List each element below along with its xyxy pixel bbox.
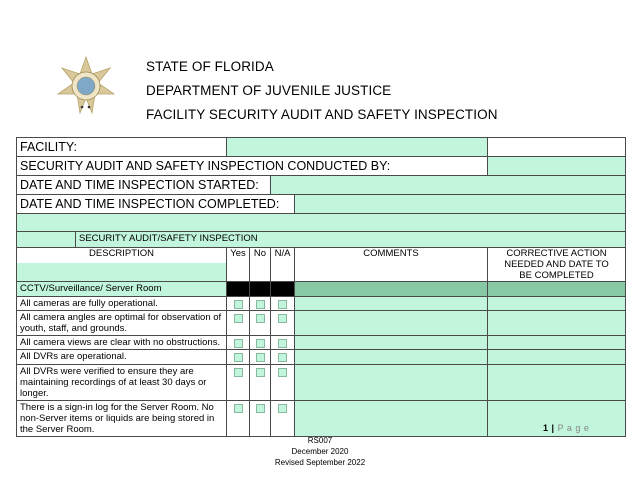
yes-checkbox[interactable]	[234, 339, 243, 348]
col-comments: COMMENTS	[295, 248, 488, 282]
na-checkbox[interactable]	[278, 339, 287, 348]
no-checkbox[interactable]	[256, 339, 265, 348]
na-checkbox[interactable]	[278, 300, 287, 309]
conducted-by-label: SECURITY AUDIT AND SAFETY INSPECTION CONDUCTED BY:	[17, 157, 488, 176]
corrective-input[interactable]	[488, 311, 626, 336]
category-cctv: CCTV/Surveillance/ Server Room	[17, 282, 227, 297]
table-row	[17, 401, 626, 437]
page-label: P a g e	[557, 423, 590, 433]
form-code: RS007	[307, 436, 333, 445]
form-date: December 2020	[291, 447, 349, 456]
comments-input[interactable]	[295, 311, 488, 336]
started-label: DATE AND TIME INSPECTION STARTED:	[17, 176, 271, 195]
yes-checkbox[interactable]	[234, 404, 243, 413]
form-revised: Revised September 2022	[274, 458, 366, 467]
conducted-by-input[interactable]	[488, 157, 626, 176]
corrective-input[interactable]	[488, 297, 626, 311]
item-description: All DVRs were verified to ensure they are maintaining recordings of at least 30 days or longer.	[17, 365, 227, 401]
page-indicator: 1 | P a g e	[543, 423, 590, 433]
comments-input[interactable]	[295, 401, 488, 437]
na-checkbox[interactable]	[278, 353, 287, 362]
yes-checkbox[interactable]	[234, 300, 243, 309]
comments-input[interactable]	[295, 365, 488, 401]
completed-label: DATE AND TIME INSPECTION COMPLETED:	[17, 195, 295, 214]
na-checkbox[interactable]	[278, 314, 287, 323]
facility-input[interactable]	[227, 138, 488, 157]
corrective-input[interactable]	[488, 336, 626, 350]
section-label: SECURITY AUDIT/SAFETY INSPECTION	[76, 232, 626, 248]
item-description: All cameras are fully operational.	[17, 297, 227, 311]
na-checkbox[interactable]	[278, 368, 287, 377]
item-description: All camera views are clear with no obstructions.	[17, 336, 227, 350]
facility-label: FACILITY:	[17, 138, 227, 157]
col-description-label: DESCRIPTION	[89, 248, 154, 259]
table-row	[17, 297, 626, 311]
table-row	[17, 365, 626, 401]
header-state: STATE OF FLORIDA	[146, 59, 274, 74]
col-na: N/A	[271, 248, 295, 282]
na-checkbox[interactable]	[278, 404, 287, 413]
corrective-input[interactable]	[488, 365, 626, 401]
blank-field[interactable]	[17, 214, 626, 232]
completed-input[interactable]	[295, 195, 626, 214]
corrective-input[interactable]	[488, 350, 626, 365]
header-department: DEPARTMENT OF JUVENILE JUSTICE	[146, 83, 392, 98]
no-checkbox[interactable]	[256, 314, 265, 323]
comments-input[interactable]	[295, 336, 488, 350]
table-row	[17, 311, 626, 336]
col-corrective: CORRECTIVE ACTION NEEDED AND DATE TO BE COMPLETED	[488, 248, 626, 282]
col-no: No	[250, 248, 271, 282]
no-checkbox[interactable]	[256, 404, 265, 413]
inspection-form-table	[16, 137, 626, 437]
item-description: All DVRs are operational.	[17, 350, 227, 365]
item-description: There is a sign-in log for the Server Room. No non-Server items or liquids are being stored in the Server Room.	[17, 401, 227, 437]
comments-input[interactable]	[295, 350, 488, 365]
florida-djj-seal-logo	[56, 56, 116, 114]
col-description	[17, 248, 227, 282]
item-description: All camera angles are optimal for observation of youth, staff, and grounds.	[17, 311, 227, 336]
page-title: FACILITY SECURITY AUDIT AND SAFETY INSPECTION	[146, 107, 498, 122]
yes-checkbox[interactable]	[234, 314, 243, 323]
col-yes: Yes	[227, 248, 250, 282]
no-checkbox[interactable]	[256, 300, 265, 309]
yes-checkbox[interactable]	[234, 353, 243, 362]
comments-input[interactable]	[295, 297, 488, 311]
yes-checkbox[interactable]	[234, 368, 243, 377]
page-number: 1	[543, 423, 549, 433]
table-row	[17, 350, 626, 365]
started-input[interactable]	[271, 176, 626, 195]
table-row	[17, 336, 626, 350]
no-checkbox[interactable]	[256, 353, 265, 362]
no-checkbox[interactable]	[256, 368, 265, 377]
